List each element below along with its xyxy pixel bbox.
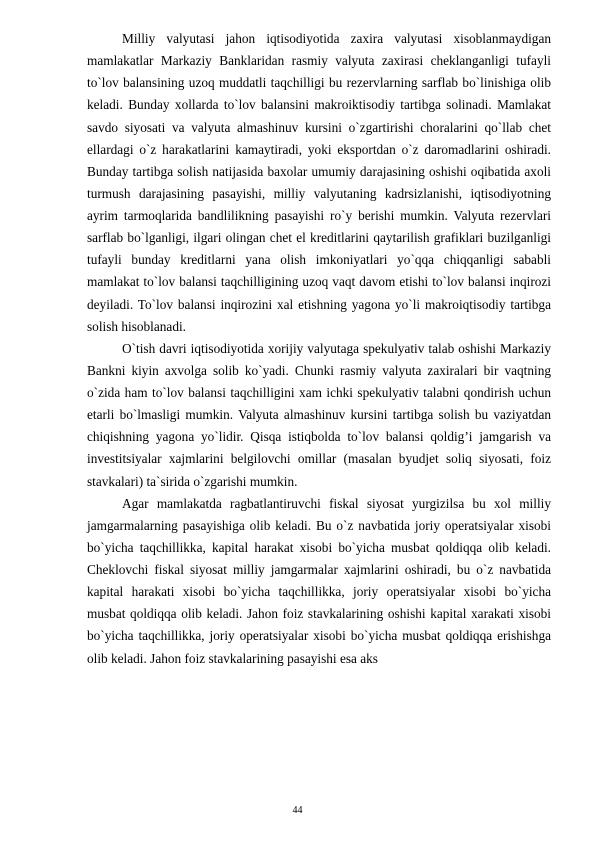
paragraph-2: O`tish davri iqtisodiyotida xorijiy valyutaga spekulyativ talab oshishi Markaziy Bankni kiyin axvolga solib ko`yadi. Chunki rasmiy valyuta zaxiralari bir vaqtning o`zida ham to`lov balansi taqchilligini xam ichki spekulyativ talabni qondirish uchun etarli bo`lmasligi mumkin. Valyuta almashinuv kursini tartibga solish bu vaziyatdan chiqishning yagona yo`lidir. Qisqa istiqbolda to`lov balansi qoldig’i jamgarish va investitsiyalar xajmlarini belgilovchi omillar (masalan byudjet soliq siyosati, foiz stavkalari) ta`sirida o`zgarishi mumkin. [87,340,551,489]
paragraph-3: Agar mamlakatda ragbatlantiruvchi fiskal siyosat yurgizilsa bu xol milliy jamgarmalarning pasayishiga olib keladi. Bu o`z navbatida joriy operatsiyalar xisobi bo`yicha taqchillikka, kapital harakat xisobi bo`yicha musbat qoldiqqa olib keladi. Cheklovchi fiskal siyosat milliy jamgarmalar xajmlarini oshiradi, bu o`z navbatida kapital harakati xisobi bo`yicha taqchillikka, joriy operatsiyalar xisobi bo`yicha musbat qoldiqqa olib keladi. Jahon foiz stavkalarining oshishi kapital xarakati xisobi bo`yicha taqchillikka, joriy operatsiyalar xisobi bo`yicha musbat qoldiqqa erishishga olib keladi. Jahon foiz stavkalarining pasayishi esa aks [87,495,551,666]
page-number: 44 [292,805,303,816]
paragraph-1: Milliy valyutasi jahon iqtisodiyotida zaxira valyutasi xisoblanmaydigan mamlakatlar Markaziy Banklaridan rasmiy valyuta zaxirasi cheklanganligi tufayli to`lov balansining uzoq muddatli taqchilligi bu rezervlarning sarflab bo`linishiga olib keladi. Bunday xollarda to`lov balansini makroiktisodiy tartibga solinadi. Mamlakat savdo siyosati va valyuta almashinuv kursini o`zgartirishi choralarini qo`llab chet ellardagi o`z harakatlarini kamaytiradi, yoki eksportdan o`z daromadlarini oshiradi. Bunday tartibga solish natijasida baxolar umumiy darajasining oshishi oqibatida axoli turmush darajasining pasayishi, milliy valyutaning kadrsizlanishi, iqtisodiyotning ayrim tarmoqlarida bandlilikning pasayishi ro`y berishi mumkin. Valyuta rezervlari sarflab bo`lganligi, ilgari olingan chet el kreditlarini qaytarilish grafiklari buzilganligi tufayli bunday kreditlarni yana olish imkoniyatlari yo`qqa chiqqanligi sababli mamlakat to`lov balansi taqchilligining uzoq vaqt davom etishi to`lov balansi inqirozi deyiladi. To`lov balansi inqirozini xal etishning yagona yo`li makroiqtisodiy tartibga solish hisoblanadi. [87,31,551,334]
body-text [87,28,551,670]
